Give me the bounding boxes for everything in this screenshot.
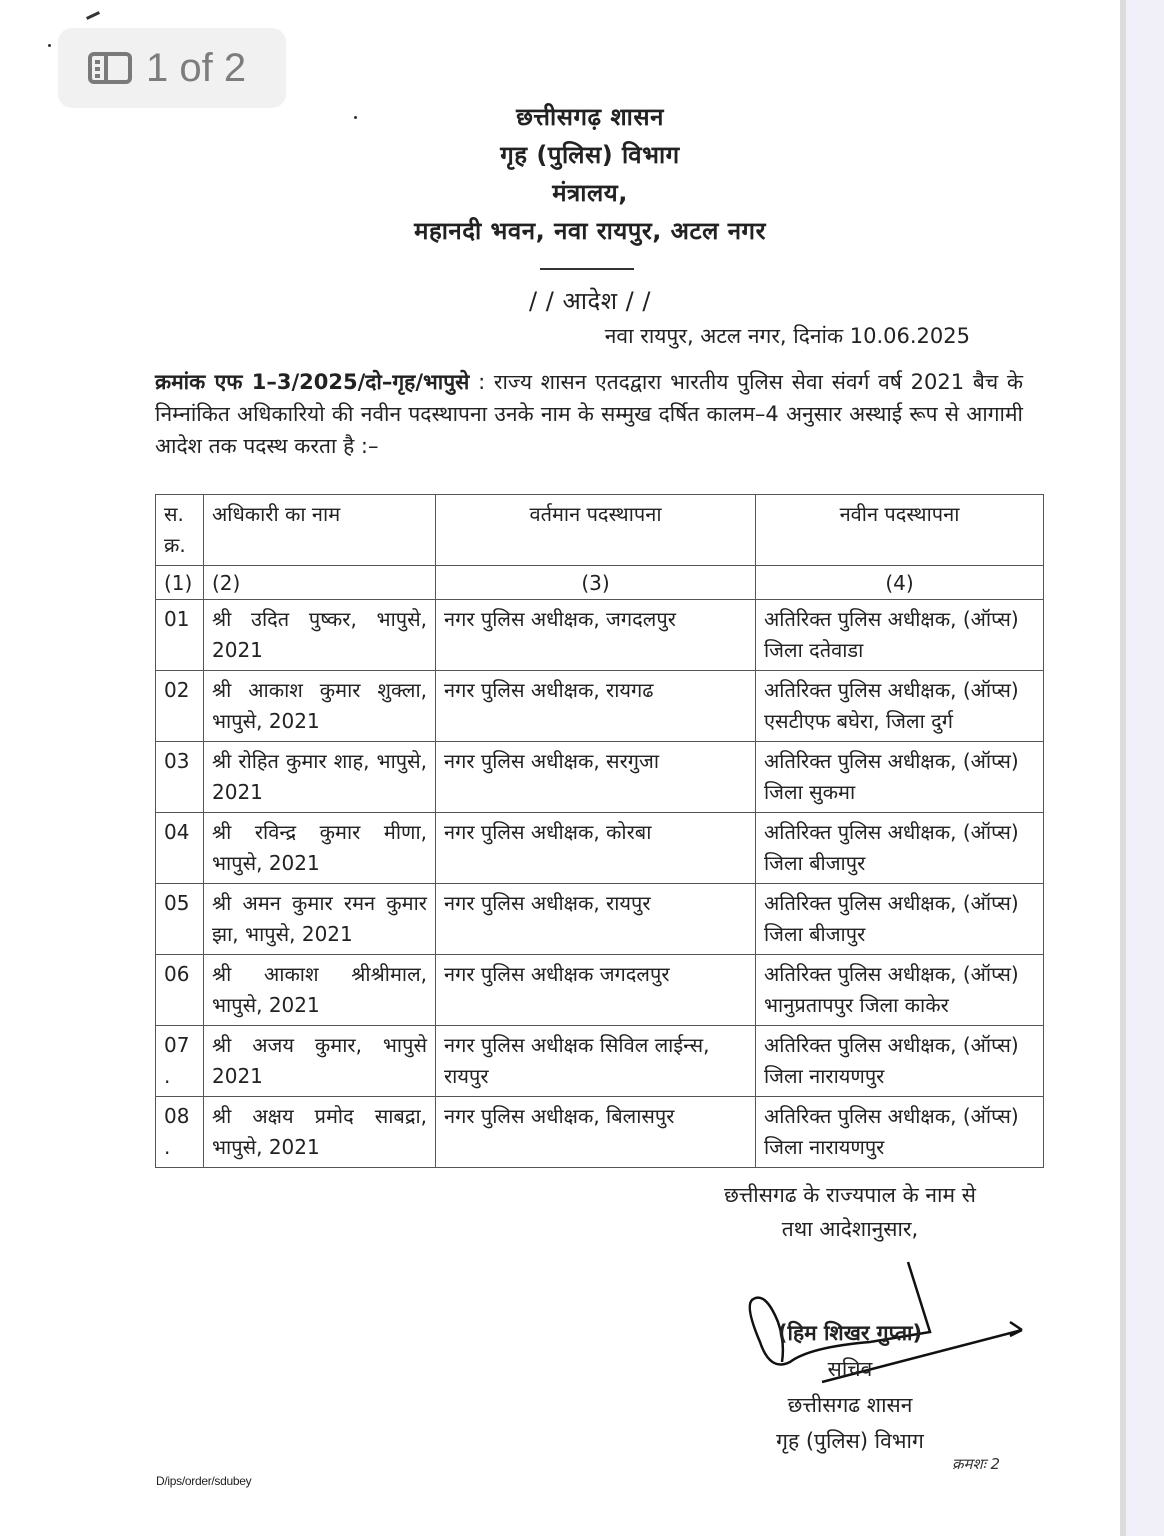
cell-officer-name: श्री आकाश श्रीश्रीमाल, भापुसे, 2021 xyxy=(204,955,436,1026)
cell-new-posting: अतिरिक्त पुलिस अधीक्षक, (ऑप्स) जिला दतेवाडा xyxy=(756,600,1044,671)
table-row xyxy=(156,813,1044,884)
cell-officer-name: श्री अमन कुमार रमन कुमार झा, भापुसे, 2021 xyxy=(204,884,436,955)
cell-current-posting: नगर पुलिस अधीक्षक, जगदलपुर xyxy=(436,600,756,671)
scan-dot xyxy=(48,44,51,47)
ministry-name: मंत्रालय, xyxy=(552,179,628,207)
cell-current-posting: नगर पुलिस अधीक्षक, सरगुजा xyxy=(436,742,756,813)
signatory-block xyxy=(720,1315,980,1459)
cell-new-posting: अतिरिक्त पुलिस अधीक्षक, (ऑप्स) जिला बीजापुर xyxy=(756,884,1044,955)
signatory-designation: सचिव xyxy=(827,1357,873,1381)
cell-new-posting: अतिरिक्त पुलिस अधीक्षक, (ऑप्स) जिला बीजापुर xyxy=(756,813,1044,884)
posting-table xyxy=(155,494,1044,1168)
column-number: (2) xyxy=(204,566,436,600)
cell-current-posting: नगर पुलिस अधीक्षक, रायपुर xyxy=(436,884,756,955)
header-sr: स. क्र. xyxy=(156,495,204,566)
cell-sr: 07 . xyxy=(156,1026,204,1097)
signatory-org: छत्तीसगढ शासन xyxy=(787,1393,913,1417)
closing-line-1: छत्तीसगढ के राज्यपाल के नाम से xyxy=(724,1183,976,1207)
table-row xyxy=(156,1097,1044,1168)
govt-name: छत्तीसगढ़ शासन xyxy=(516,103,664,131)
cell-officer-name: श्री अजय कुमार, भापुसे 2021 xyxy=(204,1026,436,1097)
closing-line-2: तथा आदेशानुसार, xyxy=(781,1217,919,1241)
cell-sr: 05 xyxy=(156,884,204,955)
cell-new-posting: अतिरिक्त पुलिस अधीक्षक, (ऑप्स) जिला नारायणपुर xyxy=(756,1026,1044,1097)
cell-current-posting: नगर पुलिस अधीक्षक, कोरबा xyxy=(436,813,756,884)
cell-sr: 03 xyxy=(156,742,204,813)
table-column-numbers xyxy=(156,566,1044,600)
cell-new-posting: अतिरिक्त पुलिस अधीक्षक, (ऑप्स) जिला नारायणपुर xyxy=(756,1097,1044,1168)
order-body xyxy=(155,366,1023,462)
cell-officer-name: श्री उदित पुष्कर, भापुसे, 2021 xyxy=(204,600,436,671)
table-row xyxy=(156,600,1044,671)
header-current-posting: वर्तमान पदस्थापना xyxy=(436,495,756,566)
cell-current-posting: नगर पुलिस अधीक्षक सिविल लाईन्स, रायपुर xyxy=(436,1026,756,1097)
sidebar-toggle-icon[interactable] xyxy=(88,52,132,84)
table-header-row xyxy=(156,495,1044,566)
dateline: नवा रायपुर, अटल नगर, दिनांक 10.06.2025 xyxy=(604,324,970,348)
header-new-posting: नवीन पदस्थापना xyxy=(756,495,1044,566)
column-number: (1) xyxy=(156,566,204,600)
closing-note xyxy=(640,1178,1060,1246)
table-row xyxy=(156,955,1044,1026)
cell-sr: 08 . xyxy=(156,1097,204,1168)
page-indicator-label: 1 of 2 xyxy=(146,45,247,90)
cell-officer-name: श्री रोहित कुमार शाह, भापुसे, 2021 xyxy=(204,742,436,813)
order-text: : राज्य शासन एतदद्वारा भारतीय पुलिस सेवा संवर्ग वर्ष 2021 बैच के निम्नांकित अधिकारियो की नवीन पदस्थापना उनके नाम के सम्मुख दर्षित कालम–4 अनुसार अस्थाई रूप से आगामी आदेश तक पदस्थ करता है :– xyxy=(155,370,1023,458)
cell-new-posting: अतिरिक्त पुलिस अधीक्षक, (ऑप्स) भानुप्रतापपुर जिला काकेर xyxy=(756,955,1044,1026)
scan-mark xyxy=(86,11,100,20)
cell-officer-name: श्री रविन्द्र कुमार मीणा, भापुसे, 2021 xyxy=(204,813,436,884)
page-indicator[interactable] xyxy=(58,28,286,108)
table-row xyxy=(156,742,1044,813)
header-divider xyxy=(540,268,634,270)
cell-sr: 06 xyxy=(156,955,204,1026)
order-reference: क्रमांक एफ 1–3/2025/दो–गृह/भापुसे xyxy=(155,370,470,394)
cell-current-posting: नगर पुलिस अधीक्षक, बिलासपुर xyxy=(436,1097,756,1168)
table-row xyxy=(156,884,1044,955)
cell-officer-name: श्री आकाश कुमार शुक्ला, भापुसे, 2021 xyxy=(204,671,436,742)
cell-new-posting: अतिरिक्त पुलिस अधीक्षक, (ऑप्स) जिला सुकमा xyxy=(756,742,1044,813)
table-row xyxy=(156,671,1044,742)
cell-officer-name: श्री अक्षय प्रमोद साबद्रा, भापुसे, 2021 xyxy=(204,1097,436,1168)
order-title: / / आदेश / / xyxy=(529,287,651,315)
cell-sr: 01 xyxy=(156,600,204,671)
header-officer-name: अधिकारी का नाम xyxy=(204,495,436,566)
cell-sr: 02 xyxy=(156,671,204,742)
file-reference: D/ips/order/sdubey xyxy=(156,1474,252,1488)
table-row xyxy=(156,1026,1044,1097)
cell-sr: 04 xyxy=(156,813,204,884)
continued-note: क्रमशः 2 xyxy=(952,1455,1001,1473)
signatory-department: गृह (पुलिस) विभाग xyxy=(776,1429,924,1453)
address-line: महानदी भवन, नवा रायपुर, अटल नगर xyxy=(414,217,766,245)
column-number: (3) xyxy=(436,566,756,600)
column-number: (4) xyxy=(756,566,1044,600)
signatory-name: (हिम शिखर गुप्ता) xyxy=(777,1321,923,1345)
cell-current-posting: नगर पुलिस अधीक्षक जगदलपुर xyxy=(436,955,756,1026)
cell-new-posting: अतिरिक्त पुलिस अधीक्षक, (ऑप्स) एसटीएफ बघेरा, जिला दुर्ग xyxy=(756,671,1044,742)
cell-current-posting: नगर पुलिस अधीक्षक, रायगढ xyxy=(436,671,756,742)
department-name: गृह (पुलिस) विभाग xyxy=(500,141,680,169)
